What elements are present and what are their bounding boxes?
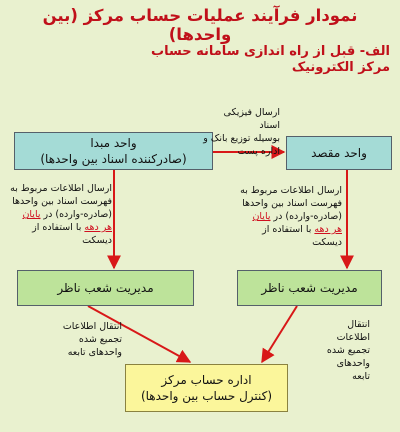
box-destination-unit <box>286 136 392 170</box>
box-mgmt-right <box>237 270 382 306</box>
box-origin-unit <box>14 132 213 170</box>
box-mgmt-left <box>17 270 194 306</box>
note-physical-transfer: ارسال فیزیکی اسناد بوسیله توزیع بانک و اداره پست <box>203 107 280 157</box>
diagram-subtitle: الف- قبل از راه اندازی سامانه حساب مرکز الکترونیک <box>151 44 390 75</box>
central-subtitle: (کنترل حساب بین واحدها) <box>140 389 273 403</box>
note-left-transfer: ارسال اطلاعات مربوط به فهرست اسناد بین واحدها (صادره-وارده) در پایان هر دهه با استفاده از دیسکت <box>10 183 112 246</box>
origin-subtitle: (صادرکننده اسناد بین واحدها) <box>40 152 187 166</box>
central-title: اداره حساب مرکز <box>161 373 252 387</box>
mgmt-right-title: مدیریت شعب ناظر <box>261 281 358 295</box>
origin-title: واحد مبدا <box>90 136 137 150</box>
mgmt-left-title: مدیریت شعب ناظر <box>57 281 154 295</box>
note-right-transfer: ارسال اطلاعات مربوط به فهرست اسناد بین واحدها (صادره-وارده) در پایان هر دهه با استفاده از دیسکت <box>240 185 342 248</box>
diagram-title: نمودار فرآیند عملیات حساب مرکز (بین واحدها) <box>42 6 358 44</box>
box-central-account <box>125 364 288 412</box>
arrow-mgmt-right-to-center <box>262 306 297 362</box>
destination-title: واحد مقصد <box>311 146 367 160</box>
note-bottom-left: انتقال اطلاعات تجمیع شده واحدهای تابعه <box>62 321 122 358</box>
note-bottom-right: انتقال اطلاعات تجمیع شده واحدهای تابعه <box>326 319 370 382</box>
